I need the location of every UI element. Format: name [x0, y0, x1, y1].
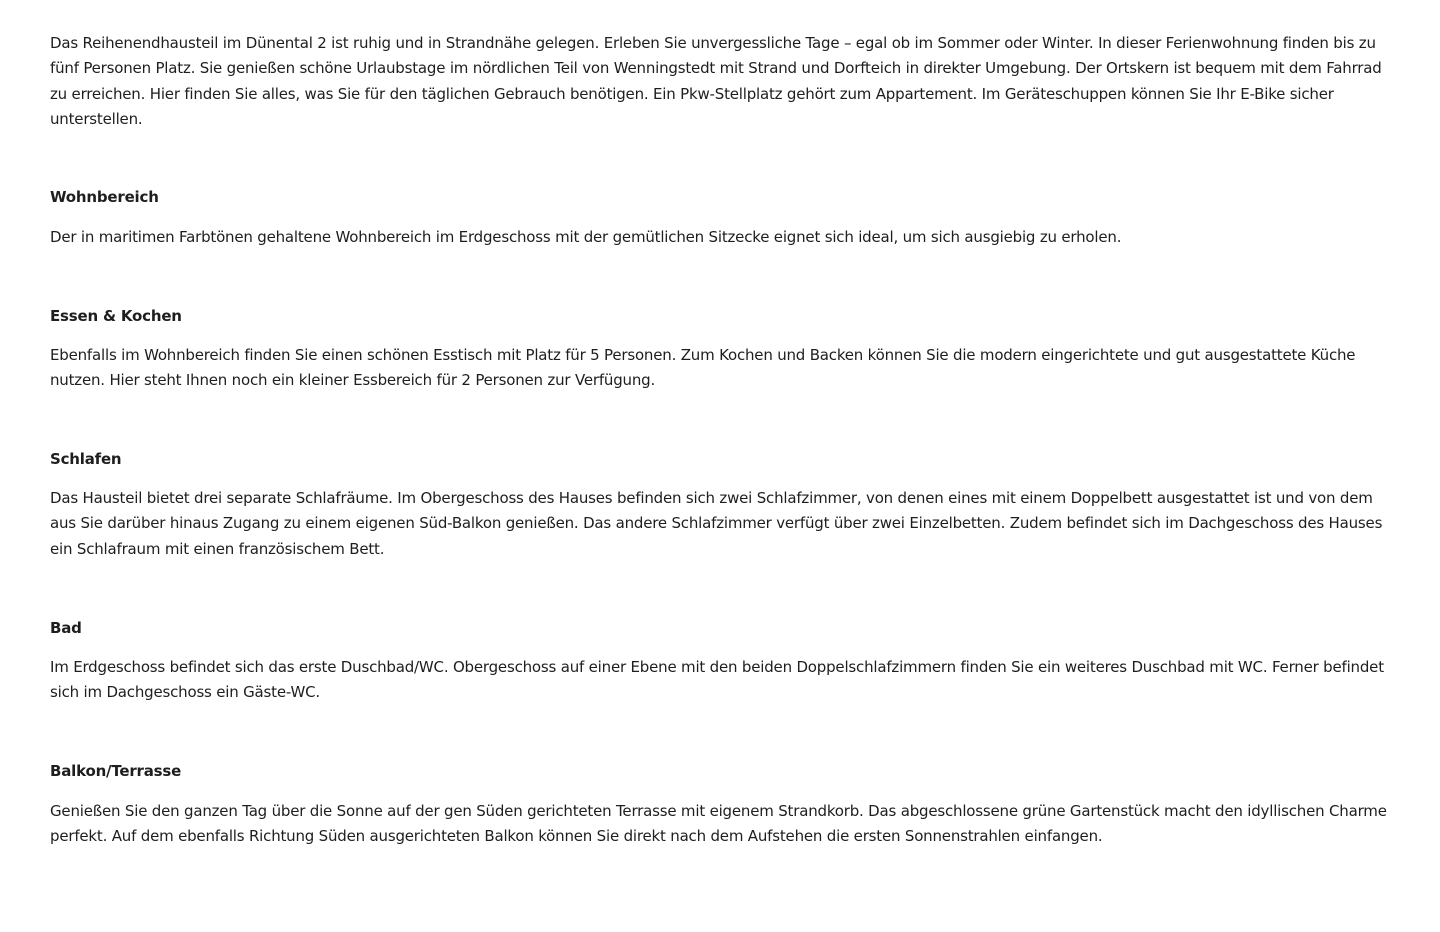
intro-paragraph: Das Reihenendhausteil im Dünental 2 ist ruhig und in Strandnähe gelegen. Erleben Sie unvergessliche Tage – egal ob im Sommer oder Winter. In dieser Ferienwohnung finden bis zu fünf Personen Platz. Sie genießen schöne Urlaubstage im nördlichen Teil von Wenningstedt mit Strand und Dorfteich in direkter Umgebung. Der Ortskern ist bequem mit dem Fahrrad zu erreichen. Hier finden Sie alles, was Sie für den täglichen Gebrauch benötigen. Ein Pkw-Stellplatz gehört zum Appartement. Im Geräteschuppen können Sie Ihr E-Bike sicher unterstellen.	[50, 34, 1382, 129]
heading-balkon-terrasse: Balkon/Terrasse	[50, 762, 182, 780]
paragraph-balkon-terrasse: Genießen Sie den ganzen Tag über die Sonne auf der gen Süden gerichteten Terrasse mit eigenem Strandkorb. Das abgeschlossene grüne Gartenstück macht den idyllischen Charme perfekt. Auf dem ebenfalls Richtung Süden ausgerichteten Balkon können Sie direkt nach dem Aufstehen die ersten Sonnenstrahlen einfangen.	[50, 802, 1387, 846]
paragraph-wohnbereich: Der in maritimen Farbtönen gehaltene Wohnbereich im Erdgeschoss mit der gemütlichen Sitzecke eignet sich ideal, um sich ausgiebig zu erholen.	[50, 228, 1122, 246]
paragraph-essen-kochen: Ebenfalls im Wohnbereich finden Sie einen schönen Esstisch mit Platz für 5 Personen. Zum Kochen und Backen können Sie die modern eingerichtete und gut ausgestattete Küche nutzen. Hier steht Ihnen noch ein kleiner Essbereich für 2 Personen zur Verfügung.	[50, 346, 1356, 390]
paragraph-bad: Im Erdgeschoss befindet sich das erste Duschbad/WC. Obergeschoss auf einer Ebene mit den beiden Doppelschlafzimmern finden Sie ein weiteres Duschbad mit WC. Ferner befindet sich im Dachgeschoss ein Gäste-WC.	[50, 658, 1384, 702]
paragraph-schlafen: Das Hausteil bietet drei separate Schlafräume. Im Obergeschoss des Hauses befinden sich zwei Schlafzimmer, von denen eines mit einem Doppelbett ausgestattet ist und von dem aus Sie darüber hinaus Zugang zu einem eigenen Süd-Balkon genießen. Das andere Schlafzimmer verfügt über zwei Einzelbetten. Zudem befindet sich im Dachgeschoss des Hauses ein Schlafraum mit einen französischem Bett.	[50, 489, 1383, 558]
heading-bad: Bad	[50, 619, 82, 637]
heading-essen-kochen: Essen & Kochen	[50, 307, 182, 325]
heading-wohnbereich: Wohnbereich	[50, 188, 159, 206]
heading-schlafen: Schlafen	[50, 450, 122, 468]
